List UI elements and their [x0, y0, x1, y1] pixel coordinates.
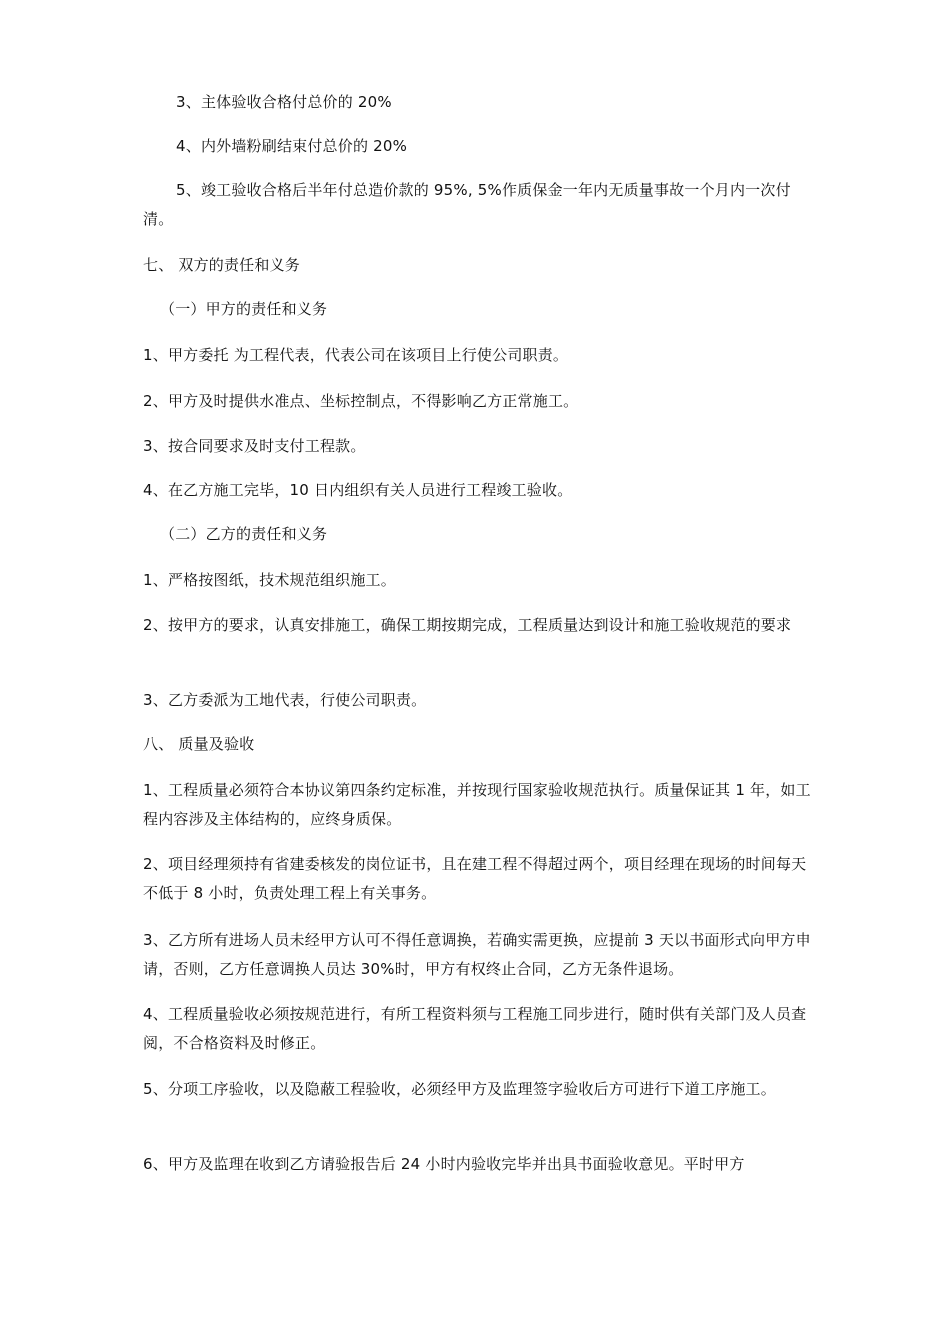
party-b-heading: （二）乙方的责任和义务	[160, 525, 328, 543]
quality-item: 2、项目经理须持有省建委核发的岗位证书，且在建工程不得超过两个，项目经理在现场的时间每天不低于 8 小时，负责处理工程上有关事务。	[143, 855, 807, 902]
quality-item: 4、工程质量验收必须按规范进行，有所工程资料须与工程施工同步进行，随时供有关部门及人员查阅，不合格资料及时修正。	[143, 1005, 807, 1052]
party-a-item: 3、按合同要求及时支付工程款。	[143, 437, 366, 455]
party-b-item: 1、严格按图纸，技术规范组织施工。	[143, 571, 396, 589]
payment-item: 4、内外墙粉刷结束付总价的 20%	[176, 137, 408, 155]
quality-item: 5、分项工序验收，以及隐蔽工程验收，必须经甲方及监理签字验收后方可进行下道工序施工。	[143, 1080, 776, 1098]
section-8-heading: 八、 质量及验收	[143, 735, 255, 753]
payment-item: 5、竣工验收合格后半年付总造价款的 95%, 5%作质保金一年内无质量事故一个月内一次付清。	[143, 181, 791, 228]
section-7-heading: 七、 双方的责任和义务	[143, 256, 300, 274]
party-a-item: 4、在乙方施工完毕，10 日内组织有关人员进行工程竣工验收。	[143, 481, 573, 499]
party-a-item: 2、甲方及时提供水准点、坐标控制点，不得影响乙方正常施工。	[143, 392, 579, 410]
party-b-item: 2、按甲方的要求，认真安排施工，确保工期按期完成，工程质量达到设计和施工验收规范的要求	[143, 616, 792, 634]
quality-item: 1、工程质量必须符合本协议第四条约定标准，并按现行国家验收规范执行。质量保证其 1 年，如工程内容涉及主体结构的，应终身质保。	[143, 781, 811, 828]
quality-item: 3、乙方所有进场人员未经甲方认可不得任意调换，若确实需更换，应提前 3 天以书面形式向甲方申请，否则，乙方任意调换人员达 30%时，甲方有权终止合同，乙方无条件退场。	[143, 931, 811, 978]
party-b-item: 3、乙方委派为工地代表，行使公司职责。	[143, 691, 427, 709]
party-a-heading: （一）甲方的责任和义务	[160, 300, 328, 318]
quality-item: 6、甲方及监理在收到乙方请验报告后 24 小时内验收完毕并出具书面验收意见。平时甲方	[143, 1155, 745, 1173]
payment-item: 3、主体验收合格付总价的 20%	[176, 93, 392, 111]
party-a-item: 1、甲方委托 为工程代表，代表公司在该项目上行使公司职责。	[143, 346, 569, 364]
